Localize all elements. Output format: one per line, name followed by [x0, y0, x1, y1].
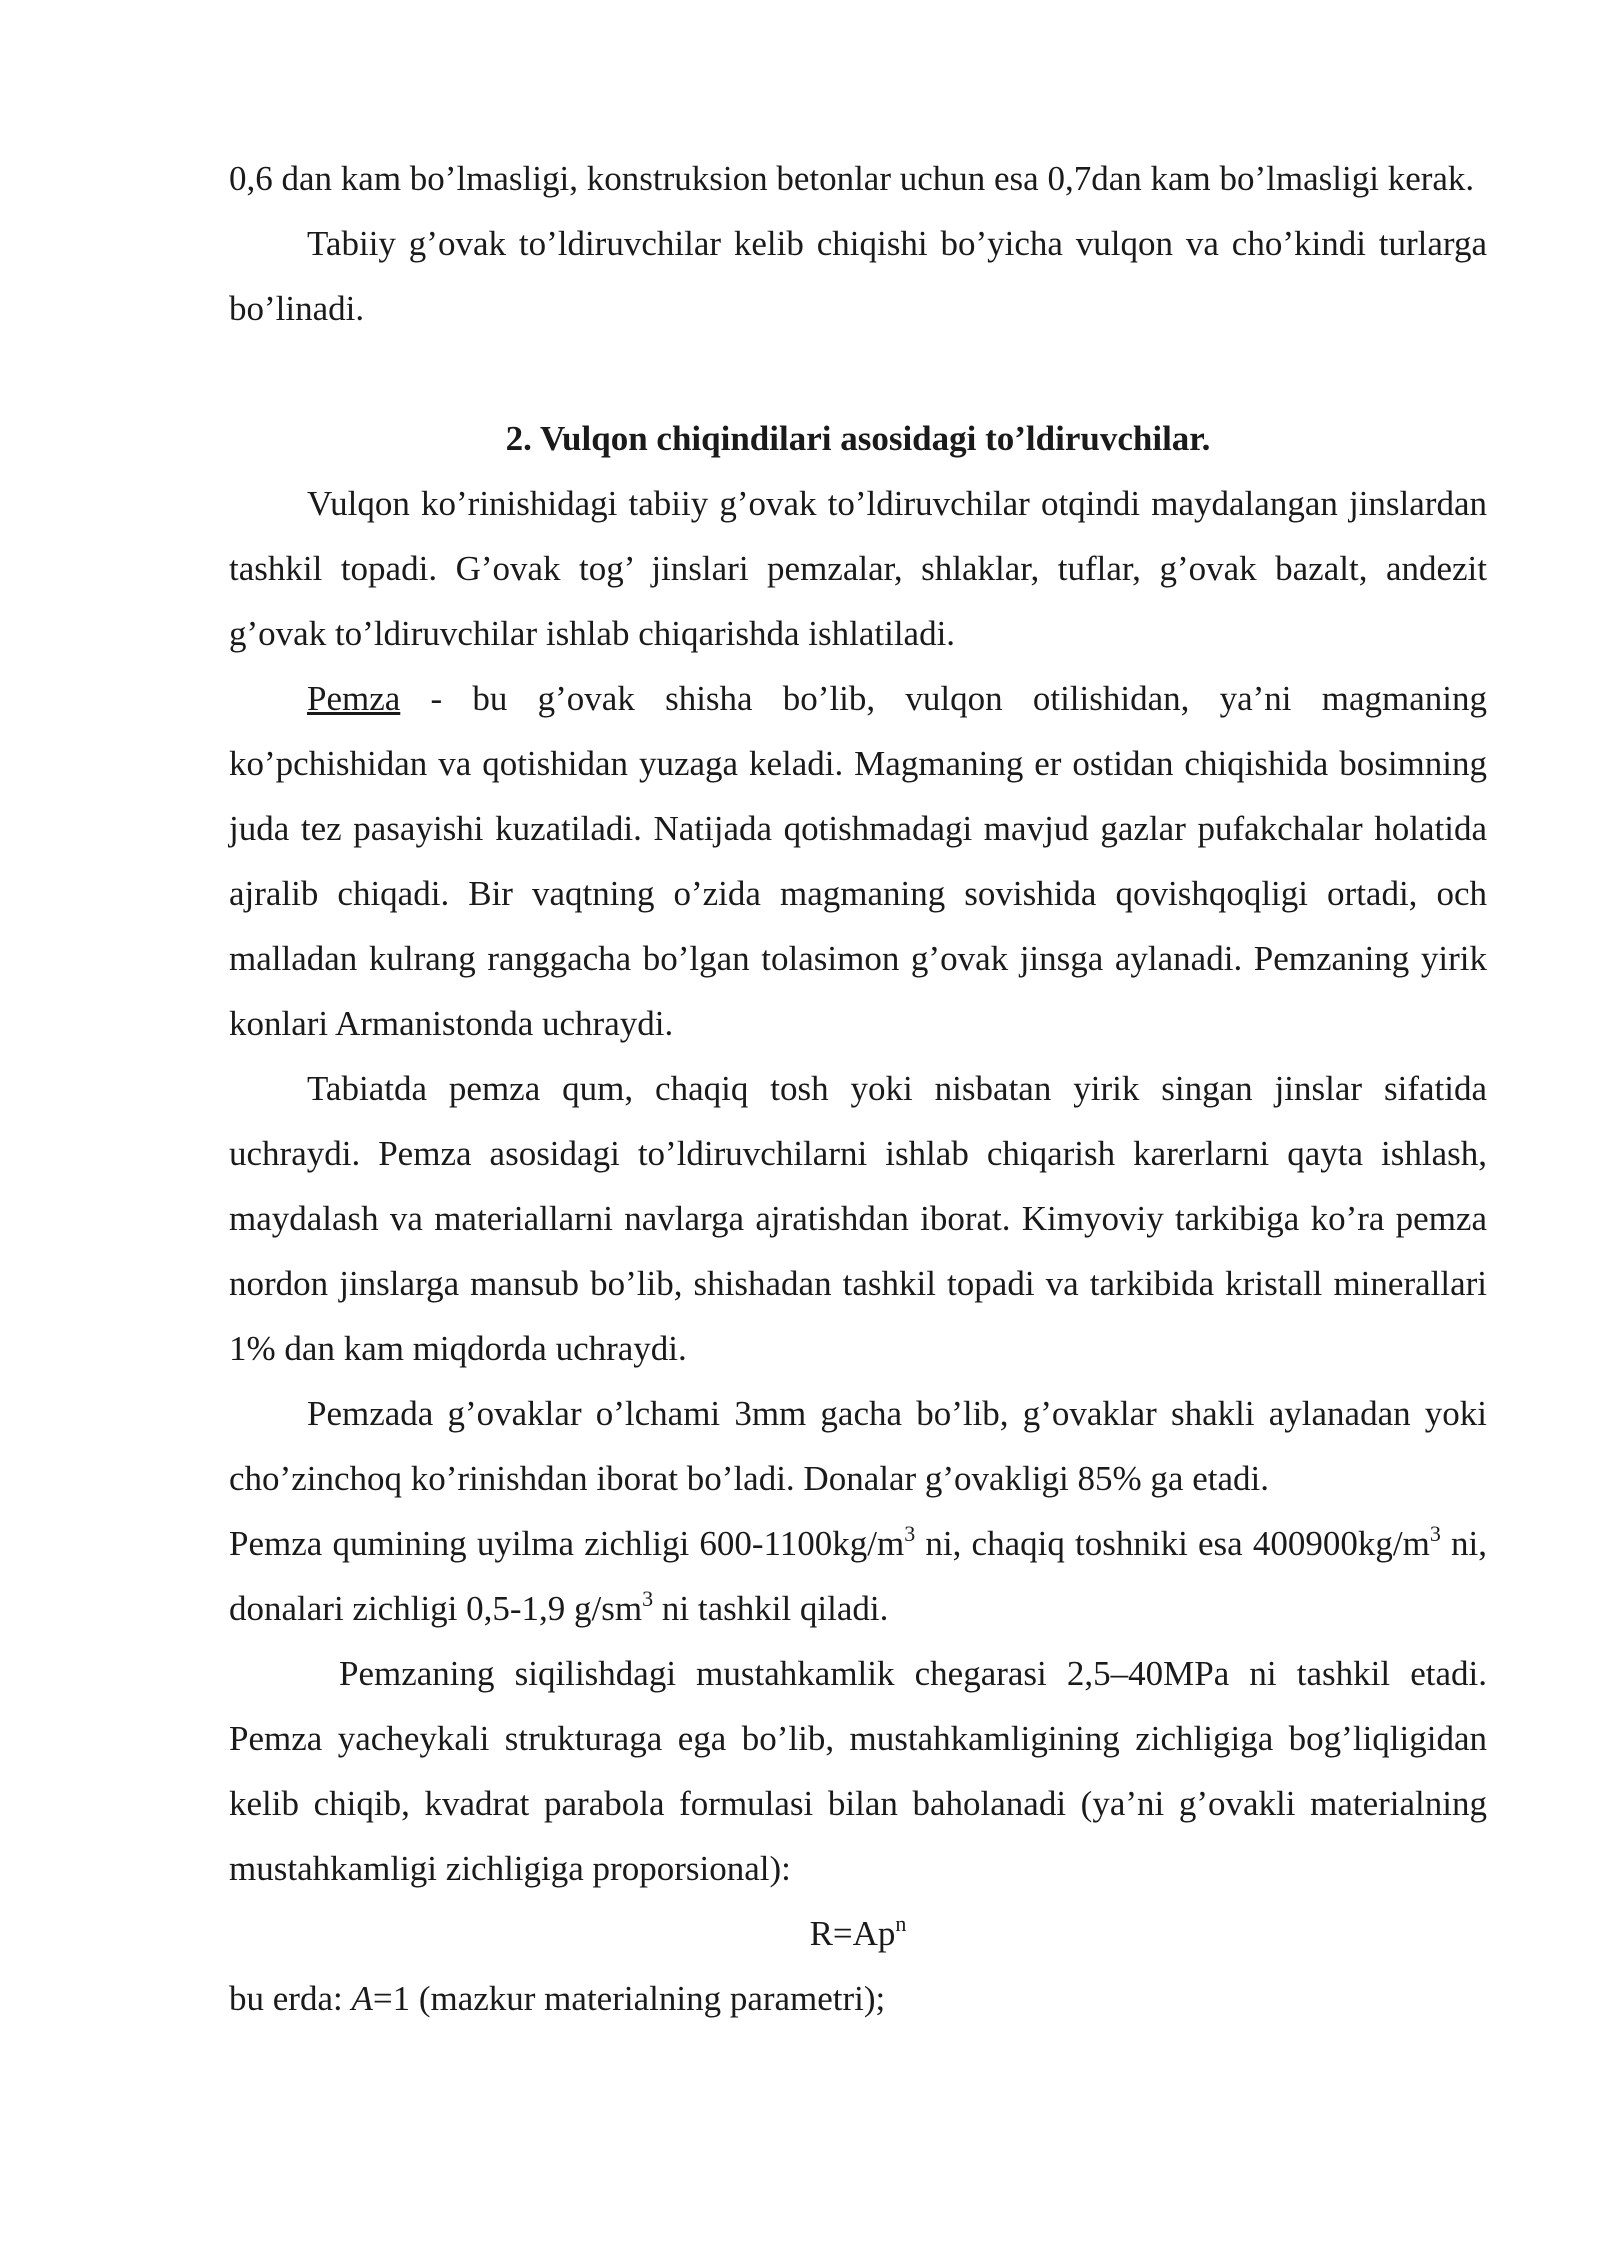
- section-heading: 2. Vulqon chiqindilari asosidagi to’ldiruvchilar.: [505, 419, 1211, 458]
- formula: [229, 1901, 1487, 1966]
- paragraph-volcanic-aggregates: Vulqon ko’rinishidagi tabiiy g’ovak to’ldiruvchilar otqindi maydalangan jinslardan tashkil topadi. G’ovak tog’ jinslari pemzalar, shlaklar, tuflar, g’ovak bazalt, andezit g’ovak to’ldiruvchilar ishlab chiqarishda ishlatiladi.: [229, 484, 1487, 653]
- paragraph-pemza-definition: [229, 666, 1487, 1056]
- paragraph-pores: Pemzada g’ovaklar o’lchami 3mm gacha bo’lib, g’ovaklar shakli aylanadan yoki cho’zinchoq ko’rinishdan iborat bo’ladi. Donalar g’ovakligi 85% ga etadi.: [229, 1394, 1487, 1498]
- pemza-definition-text: - bu g’ovak shisha bo’lib, vulqon otilishidan, ya’ni magmaning ko’pchishidan va qotishidan yuzaga keladi. Magmaning er ostidan chiqishida bosimning juda tez pasayishi kuzatiladi. Natijada qotishmadagi mavjud gazlar pufakchalar holatida ajralib chiqadi. Bir vaqtning o’zida magmaning sovishida qovishqoqligi ortadi, och malladan kulrang ranggacha bo’lgan tolasimon g’ovak jinsga aylanadi. Pemzaning yirik konlari Armanistonda uchraydi.: [229, 679, 1487, 1043]
- formula-exponent: n: [895, 1911, 907, 1936]
- paragraph-classification: Tabiiy g’ovak to’ldiruvchilar kelib chiqishi bo’yicha vulqon va cho’kindi turlarga bo’linadi.: [229, 224, 1487, 328]
- density-text-b: ni, chaqiq toshniki esa 400900kg/m: [915, 1524, 1430, 1563]
- paragraph-strength: Pemzaning siqilishdagi mustahkamlik chegarasi 2,5–40MPa ni tashkil etadi. Pemza yacheykali strukturaga ega bo’lib, mustahkamligining zichligiga bog’liqligidan kelib chiqib, kvadrat parabola formulasi bilan baholanadi (ya’ni g’ovakli materialning mustahkamligi zichligiga proporsional):: [229, 1654, 1487, 1888]
- formula-base: R=Ap: [809, 1914, 896, 1953]
- density-text-d: ni tashkil qiladi.: [653, 1589, 889, 1628]
- variable-a: A: [351, 1979, 373, 2018]
- paragraph-continuation: 0,6 dan kam bo’lmasligi, konstruksion betonlar uchun esa 0,7dan kam bo’lmasligi kerak.: [229, 159, 1475, 198]
- density-text-c: ni, donalari zichligi 0,5-1,9 g/sm: [229, 1524, 1487, 1628]
- where-text-a: bu erda:: [229, 1979, 352, 2018]
- superscript: 3: [1429, 1521, 1441, 1546]
- paragraph-where: [229, 1966, 1487, 2031]
- term-pemza: Pemza: [307, 679, 401, 718]
- superscript: 3: [642, 1586, 654, 1611]
- paragraph-density: [229, 1511, 1487, 1641]
- superscript: 3: [904, 1521, 916, 1546]
- document-page: [229, 146, 1487, 2031]
- paragraph-pemza-nature: Tabiatda pemza qum, chaqiq tosh yoki nisbatan yirik singan jinslar sifatida uchraydi. Pemza asosidagi to’ldiruvchilarni ishlab chiqarish karerlarni qayta ishlash, maydalash va materiallarni navlarga ajratishdan iborat. Kimyoviy tarkibiga ko’ra pemza nordon jinslarga mansub bo’lib, shishadan tashkil topadi va tarkibida kristall minerallari 1% dan kam miqdorda uchraydi.: [229, 1069, 1487, 1368]
- density-text-a: Pemza qumining uyilma zichligi 600-1100kg/m: [229, 1524, 905, 1563]
- blank-line: [229, 341, 1487, 406]
- where-text-b: =1 (mazkur materialning parametri);: [372, 1979, 886, 2018]
